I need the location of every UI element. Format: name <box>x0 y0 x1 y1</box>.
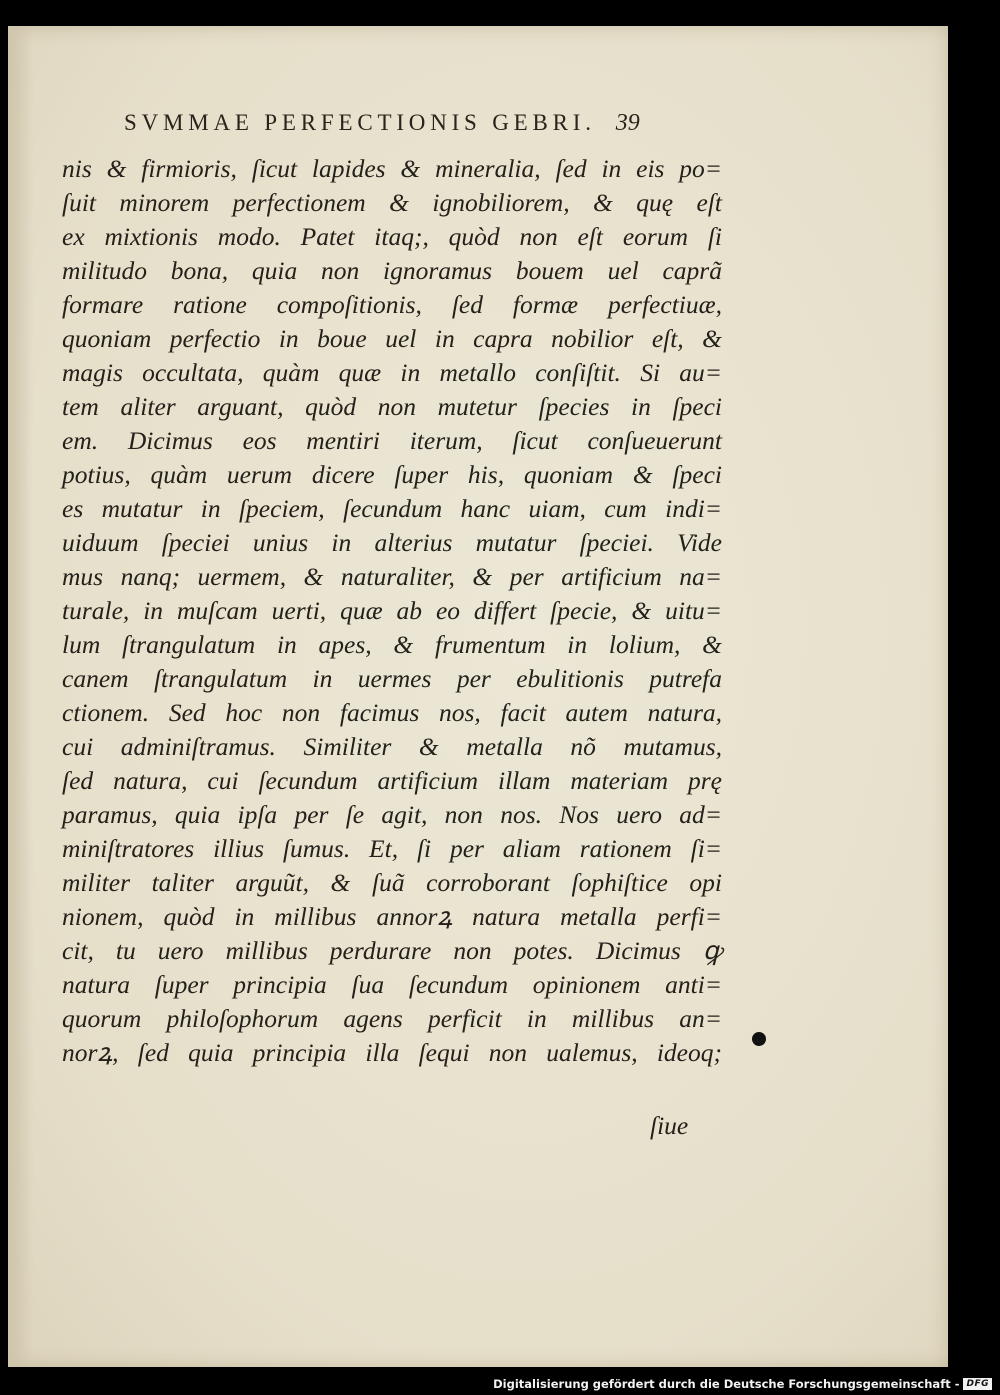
text-line: magis occultata, quàm quæ in metallo conſiſtit. Si au= <box>62 358 722 387</box>
text-line: nis & firmioris, ſicut lapides & mineralia, ſed in eis po= <box>62 154 722 183</box>
text-line: em. Dicimus eos mentiri iterum, ſicut conſueuerunt <box>62 426 722 455</box>
text-line: cui adminiſtramus. Similiter & metalla nõ mutamus, <box>62 732 722 761</box>
running-title: SVMMAE PERFECTIONIS GEBRI. <box>124 110 596 135</box>
text-line: canem ſtrangulatum in uermes per ebulitionis putrefa <box>62 664 722 693</box>
dfg-logo-icon: DFG <box>963 1378 992 1390</box>
text-line: potius, quàm uerum dicere ſuper his, quoniam & ſpeci <box>62 460 722 489</box>
text-line: miniſtratores illius ſumus. Et, ſi per aliam rationem ſi= <box>62 834 722 863</box>
body-text <box>62 152 722 1070</box>
text-line: paramus, quia ipſa per ſe agit, non nos. Nos uero ad= <box>62 800 722 829</box>
page-gutter-shadow <box>8 26 34 1367</box>
text-line: ex mixtionis modo. Patet itaq;, quòd non eſt eorum ſi <box>62 222 722 251</box>
text-line: militudo bona, quia non ignoramus bouem uel caprã <box>62 256 722 285</box>
text-line: lum ſtrangulatum in apes, & frumentum in lolium, & <box>62 630 722 659</box>
text-line: ctionem. Sed hoc non facimus nos, facit autem natura, <box>62 698 722 727</box>
ink-dot <box>752 1032 766 1046</box>
text-line: militer taliter arguũt, & ſuã corroborant ſophiſtice opi <box>62 868 722 897</box>
text-line: mus nanq; uermem, & naturaliter, & per artificium na= <box>62 562 722 591</box>
text-line: quoniam perfectio in boue uel in capra nobilior eſt, & <box>62 324 722 353</box>
text-line: ſed natura, cui ſecundum artificium illam materiam prę <box>62 766 722 795</box>
text-line: cit, tu uero millibus perdurare non potes. Dicimus ꝙ <box>62 936 722 965</box>
text-line: es mutatur in ſpeciem, ſecundum hanc uiam, cum indi= <box>62 494 722 523</box>
text-line: uiduum ſpeciei unius in alterius mutatur ſpeciei. Vide <box>62 528 722 557</box>
text-line: formare ratione compoſitionis, ſed formæ perfectiuæ, <box>62 290 722 319</box>
page-header <box>124 110 714 137</box>
catchword: ſiue <box>650 1111 689 1140</box>
text-line: nionem, quòd in millibus annorꝝ natura metalla perfi= <box>62 902 722 931</box>
footer-credit <box>493 1377 992 1391</box>
digitization-credit: Digitalisierung gefördert durch die Deutsche Forschungsgemeinschaft - <box>493 1377 960 1391</box>
text-line: natura ſuper principia ſua ſecundum opinionem anti= <box>62 970 722 999</box>
text-line: quorum philoſophorum agens perficit in millibus an= <box>62 1004 722 1033</box>
text-line: tem aliter arguant, quòd non mutetur ſpecies in ſpeci <box>62 392 722 421</box>
folio-number: 39 <box>615 110 640 136</box>
text-line: norꝝ, ſed quia principia illa ſequi non ualemus, ideoq; <box>62 1038 722 1067</box>
text-line: turale, in muſcam uerti, quæ ab eo differt ſpecie, & uitu= <box>62 596 722 625</box>
text-line: ſuit minorem perfectionem & ignobiliorem, & quę eſt <box>62 188 722 217</box>
